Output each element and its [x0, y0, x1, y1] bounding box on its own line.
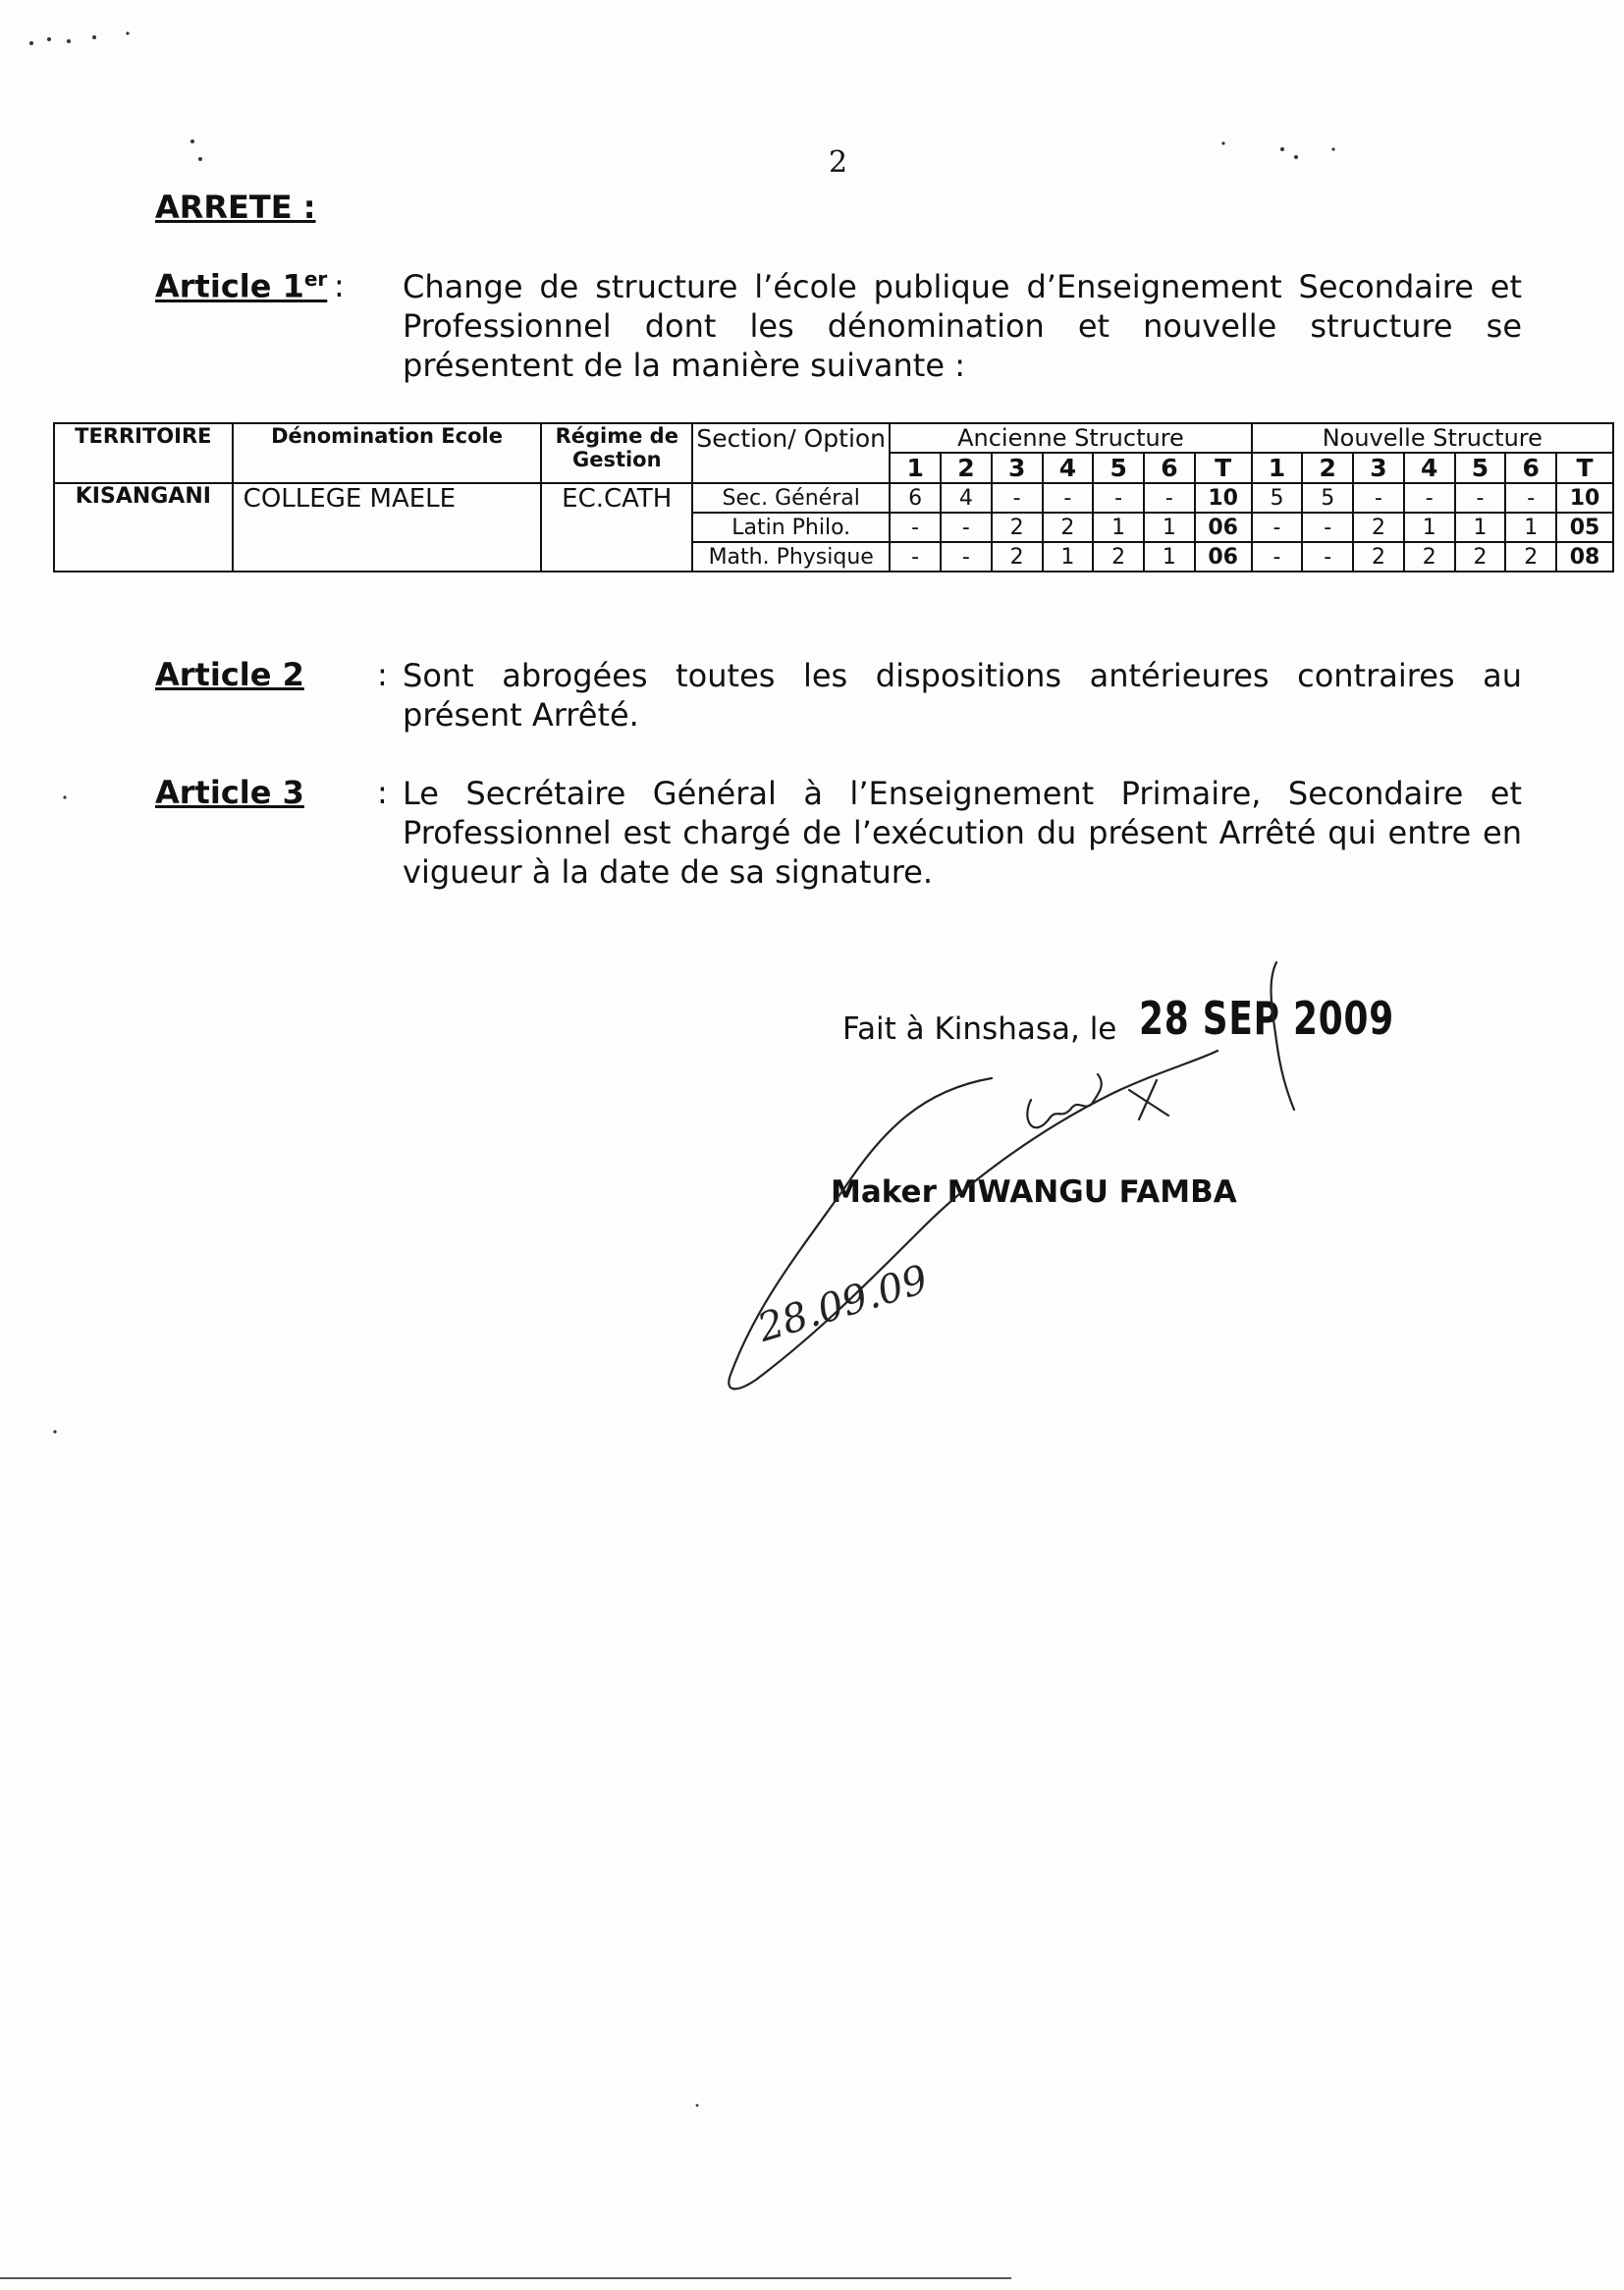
- cell-value: -: [941, 513, 992, 542]
- cell-value: -: [1144, 483, 1195, 513]
- nouvelle-level: 3: [1353, 453, 1404, 483]
- ancienne-level: 3: [992, 453, 1043, 483]
- cell-value: 2: [1043, 513, 1094, 542]
- cell-value: 1: [1505, 513, 1556, 542]
- nouvelle-level: 2: [1302, 453, 1353, 483]
- cell-value: 1: [1144, 513, 1195, 542]
- nouvelle-level: 1: [1252, 453, 1303, 483]
- cell-section: Sec. Général: [692, 483, 890, 513]
- cell-value: 1: [1144, 542, 1195, 572]
- cell-value: -: [1252, 542, 1303, 572]
- cell-value: -: [992, 483, 1043, 513]
- cell-value: -: [1404, 483, 1455, 513]
- signer-name: Maker MWANGU FAMBA: [831, 1174, 1237, 1210]
- page-number: 2: [829, 145, 848, 180]
- cell-value: 2: [992, 513, 1043, 542]
- cell-value: -: [1093, 483, 1144, 513]
- ancienne-total-header: T: [1195, 453, 1252, 483]
- article-2-text: Sont abrogées toutes les dispositions antérieures contraires au présent Arrêté.: [403, 657, 1522, 734]
- cell-value: -: [1043, 483, 1094, 513]
- article-1-colon: :: [334, 267, 345, 304]
- article-3-label: Article 3: [155, 774, 304, 811]
- nouvelle-level: 5: [1455, 453, 1506, 483]
- cell-value: 2: [1353, 542, 1404, 572]
- cell-value: -: [1353, 483, 1404, 513]
- cell-value: 2: [992, 542, 1043, 572]
- handwritten-date: 28.09.09: [752, 1256, 934, 1351]
- article-1-text: Change de structure l’école publique d’Enseignement Secondaire et Professionnel dont les dénomination et nouvelle structure se présentent de la manière suivante :: [403, 268, 1522, 384]
- date-stamp: 28 SEP 2009: [1139, 992, 1395, 1045]
- cell-value: 4: [941, 483, 992, 513]
- cell-value: -: [1505, 483, 1556, 513]
- ancienne-level: 2: [941, 453, 992, 483]
- signature-tall-stroke: [1272, 962, 1294, 1110]
- header-section: Section/ Option: [692, 423, 890, 483]
- cell-territoire: KISANGANI: [54, 483, 233, 572]
- cell-value: 5: [1252, 483, 1303, 513]
- cell-total: 05: [1556, 513, 1613, 542]
- cell-value: -: [890, 542, 941, 572]
- nouvelle-level: 4: [1404, 453, 1455, 483]
- cell-value: 2: [1505, 542, 1556, 572]
- header-ancienne: Ancienne Structure: [890, 423, 1251, 453]
- ancienne-level: 6: [1144, 453, 1195, 483]
- ancienne-level: 4: [1043, 453, 1094, 483]
- cell-value: -: [1302, 542, 1353, 572]
- cell-value: -: [1252, 513, 1303, 542]
- cell-regime: EC.CATH: [541, 483, 692, 572]
- signature-main-stroke: [729, 1051, 1218, 1389]
- header-territoire: TERRITOIRE: [54, 423, 233, 483]
- cell-total: 08: [1556, 542, 1613, 572]
- cell-section: Math. Physique: [692, 542, 890, 572]
- cell-value: -: [890, 513, 941, 542]
- cell-total: 10: [1195, 483, 1252, 513]
- nouvelle-level: 6: [1505, 453, 1556, 483]
- article-2-label: Article 2: [155, 656, 304, 693]
- cell-value: 2: [1353, 513, 1404, 542]
- cell-total: 10: [1556, 483, 1613, 513]
- header-denomination: Dénomination Ecole: [233, 423, 542, 483]
- cell-value: -: [1302, 513, 1353, 542]
- cell-value: 6: [890, 483, 941, 513]
- document-heading: ARRETE :: [155, 189, 316, 226]
- cell-total: 06: [1195, 513, 1252, 542]
- cell-value: 1: [1043, 542, 1094, 572]
- article-1-label-text: Article 1: [155, 267, 304, 305]
- article-2-colon: :: [377, 656, 388, 693]
- cell-value: 2: [1404, 542, 1455, 572]
- cell-value: 1: [1404, 513, 1455, 542]
- ancienne-level: 5: [1093, 453, 1144, 483]
- cell-value: 1: [1455, 513, 1506, 542]
- cell-denomination: COLLEGE MAELE: [233, 483, 542, 572]
- nouvelle-total-header: T: [1556, 453, 1613, 483]
- cell-total: 06: [1195, 542, 1252, 572]
- header-nouvelle: Nouvelle Structure: [1252, 423, 1613, 453]
- article-1-label-sup: er: [303, 267, 328, 291]
- place-date-text: Fait à Kinshasa, le: [842, 1011, 1117, 1047]
- cell-value: 1: [1093, 513, 1144, 542]
- ancienne-level: 1: [890, 453, 941, 483]
- cell-section: Latin Philo.: [692, 513, 890, 542]
- cell-value: 2: [1455, 542, 1506, 572]
- cell-value: -: [941, 542, 992, 572]
- article-3-text: Le Secrétaire Général à l’Enseignement Primaire, Secondaire et Professionnel est chargé de l’exécution du présent Arrêté qui entre en vigueur à la date de sa signature.: [403, 775, 1522, 891]
- cell-value: 5: [1302, 483, 1353, 513]
- cell-value: 2: [1093, 542, 1144, 572]
- header-regime: Régime de Gestion: [541, 423, 692, 483]
- signature-cross-stroke: [1129, 1080, 1168, 1119]
- article-3-colon: :: [377, 774, 388, 811]
- cell-value: -: [1455, 483, 1506, 513]
